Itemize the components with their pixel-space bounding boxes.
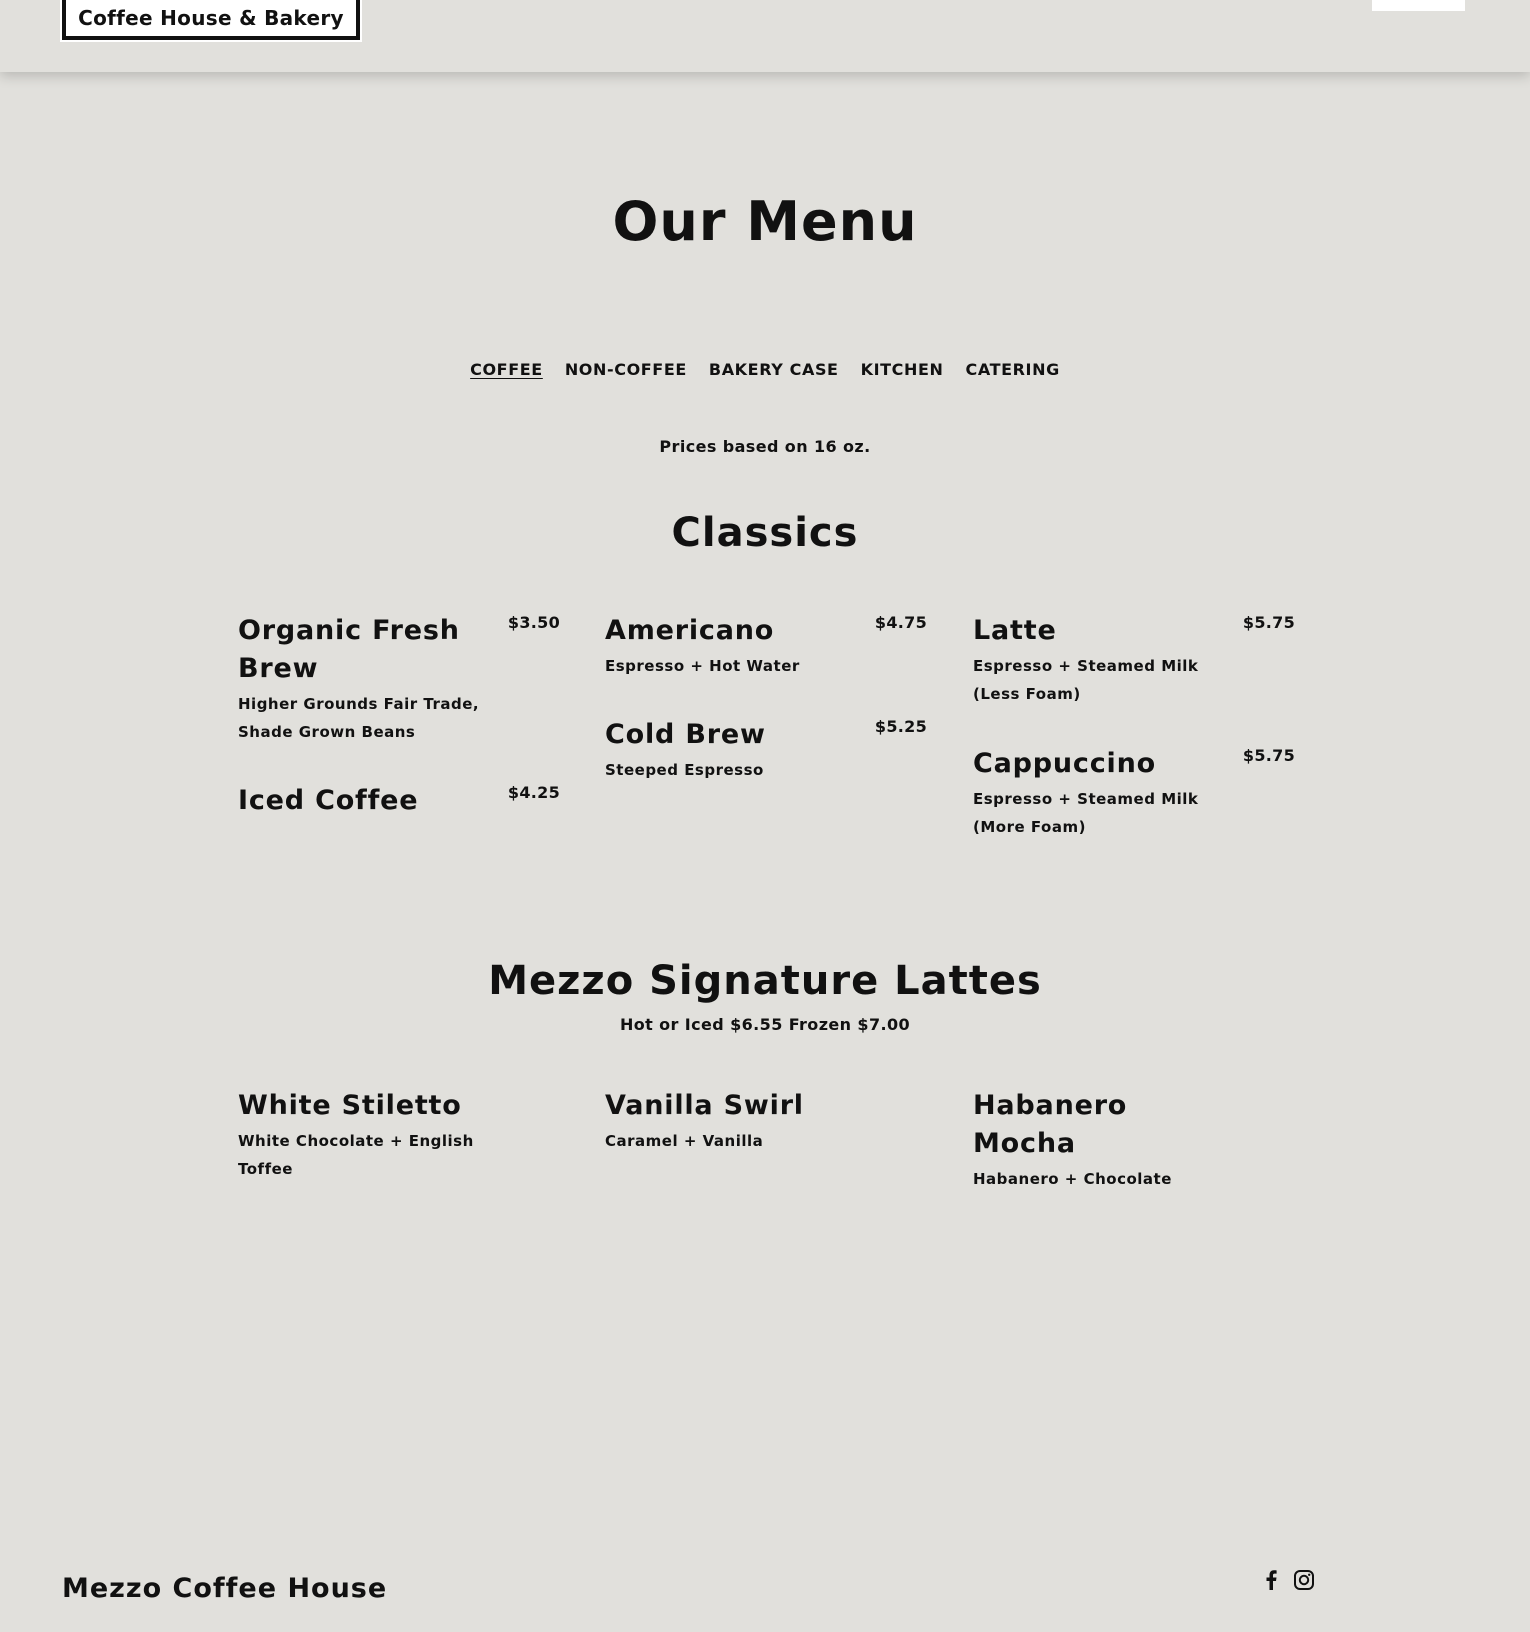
facebook-icon-glyph [1264,1570,1278,1590]
price-note: Prices based on 16 oz. [659,437,871,456]
item-name: Habanero Mocha [973,1090,1128,1159]
tab-coffee[interactable]: COFFEE [470,360,543,379]
menu-item [238,782,560,820]
section-title-signature: Mezzo Signature Lattes [488,958,1042,1004]
tab-non-coffee[interactable]: NON-COFFEE [564,360,687,379]
item-name: Americano [605,615,775,646]
item-desc: Higher Grounds Fair Trade, Shade Grown Beans [238,695,480,741]
item-price: $5.25 [874,717,927,736]
item-price: $5.75 [1242,613,1295,632]
item-name: Latte [973,615,1057,646]
menu-item [973,612,1295,708]
item-price: $3.50 [507,613,560,632]
item-desc: Steeped Espresso [605,761,764,779]
item-name: Cappuccino [973,748,1156,779]
facebook-icon[interactable] [1259,1568,1283,1592]
item-price: $4.25 [507,783,560,802]
item-price: $5.75 [1242,746,1295,765]
footer-brand: Mezzo Coffee House [62,1573,388,1604]
menu-item [238,612,560,746]
tab-kitchen[interactable]: KITCHEN [860,360,944,379]
item-desc: Espresso + Steamed Milk (More Foam) [973,790,1199,836]
menu-item [238,1087,560,1183]
menu-item [973,745,1295,841]
section-title-classics: Classics [671,510,859,556]
tab-catering[interactable]: CATERING [965,360,1060,379]
menu-item [605,612,927,680]
item-name: Vanilla Swirl [605,1090,804,1121]
menu-item [605,716,927,784]
item-name: White Stiletto [238,1090,462,1121]
item-desc: Espresso + Hot Water [605,657,800,675]
item-desc: Caramel + Vanilla [605,1132,764,1150]
header-menu-button[interactable] [1372,0,1465,11]
item-price: $4.75 [874,613,927,632]
instagram-icon-glyph [1293,1569,1315,1591]
menu-item [605,1087,927,1155]
page-title: Our Menu [612,190,918,253]
site-header [0,0,1530,72]
item-name: Iced Coffee [238,785,419,816]
menu-tabs [0,360,1530,379]
tab-bakery-case[interactable]: BAKERY CASE [708,360,839,379]
item-name: Cold Brew [605,719,766,750]
item-desc: Habanero + Chocolate [973,1170,1172,1188]
item-desc: White Chocolate + English Toffee [238,1132,474,1178]
section-subtitle-signature: Hot or Iced $6.55 Frozen $7.00 [619,1015,911,1034]
logo[interactable] [62,0,360,40]
item-desc: Espresso + Steamed Milk (Less Foam) [973,657,1199,703]
logo-text: Coffee House & Bakery [78,6,344,30]
item-name: Organic Fresh Brew [238,615,460,684]
menu-item [973,1087,1295,1193]
instagram-icon[interactable] [1292,1568,1316,1592]
